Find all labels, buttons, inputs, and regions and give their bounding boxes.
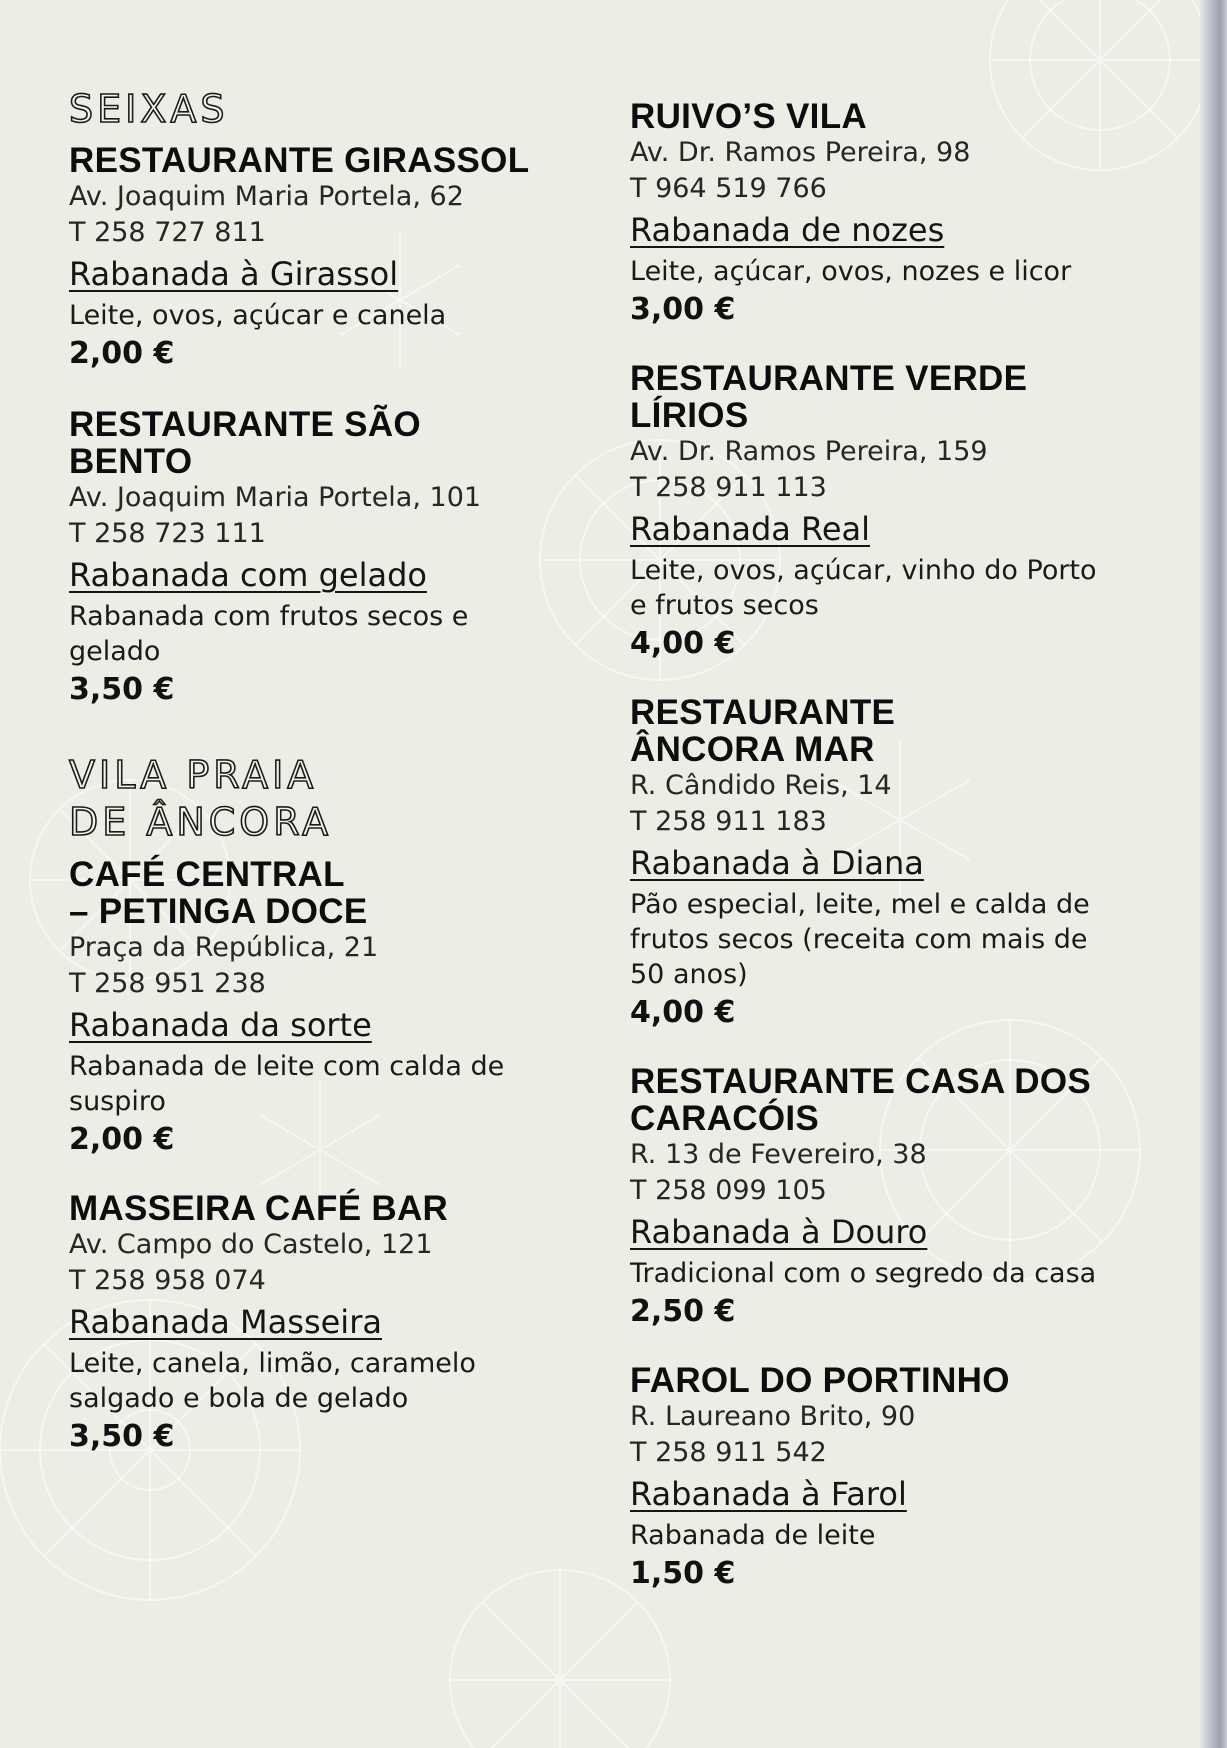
dish-price: 3,00 € <box>630 292 736 327</box>
restaurant-entry <box>69 142 589 374</box>
dish-description: Rabanada de leite com calda de suspiro <box>69 1051 505 1117</box>
dish-description: Tradicional com o segredo da casa <box>630 1258 1097 1289</box>
dish-name: Rabanada Masseira <box>69 1303 382 1341</box>
dish-name: Rabanada à Diana <box>630 844 924 882</box>
restaurant-name: RESTAURANTE CASA DOS CARACÓIS <box>630 1062 1092 1138</box>
right-column <box>630 98 1150 1594</box>
dish-name: Rabanada à Girassol <box>69 255 399 293</box>
dish-description: Rabanada com frutos secos e gelado <box>69 601 469 667</box>
left-column <box>69 86 589 1457</box>
restaurant-phone: T 258 727 811 <box>69 217 266 248</box>
dish-name: Rabanada de nozes <box>630 211 945 249</box>
dish-price: 2,00 € <box>69 1122 175 1157</box>
dish-price: 2,00 € <box>69 336 175 371</box>
restaurant-phone: T 964 519 766 <box>630 173 827 204</box>
restaurant-phone: T 258 951 238 <box>69 968 266 999</box>
restaurant-name: RESTAURANTE ÂNCORA MAR <box>630 693 896 769</box>
restaurant-address: R. 13 de Fevereiro, 38 <box>630 1139 927 1170</box>
restaurant-entry <box>630 694 1150 1033</box>
restaurant-entry <box>69 856 589 1160</box>
restaurant-phone: T 258 723 111 <box>69 518 266 549</box>
dish-price: 2,50 € <box>630 1294 736 1329</box>
restaurant-phone: T 258 099 105 <box>630 1175 827 1206</box>
restaurant-name: CAFÉ CENTRAL – PETINGA DOCE <box>69 855 368 931</box>
section-title-vila-praia-de-ancora: VILA PRAIA DE ÂNCORA <box>69 753 333 844</box>
restaurant-phone: T 258 911 183 <box>630 806 827 837</box>
restaurant-name: MASSEIRA CAFÉ BAR <box>69 1189 449 1228</box>
restaurant-address: R. Cândido Reis, 14 <box>630 770 892 801</box>
dish-description: Leite, ovos, açúcar e canela <box>69 300 447 331</box>
dish-price: 3,50 € <box>69 672 175 707</box>
restaurant-name: RESTAURANTE VERDE LÍRIOS <box>630 359 1028 435</box>
restaurant-address: R. Laureano Brito, 90 <box>630 1401 916 1432</box>
dish-name: Rabanada à Douro <box>630 1213 928 1251</box>
dish-description: Leite, canela, limão, caramelo salgado e bola de gelado <box>69 1348 476 1414</box>
page-spine-shadow <box>1200 0 1227 1748</box>
dish-description: Leite, açúcar, ovos, nozes e licor <box>630 256 1072 287</box>
restaurant-phone: T 258 958 074 <box>69 1265 266 1296</box>
restaurant-name: RUIVO’S VILA <box>630 97 867 136</box>
restaurant-address: Av. Dr. Ramos Pereira, 159 <box>630 436 988 467</box>
restaurant-address: Av. Dr. Ramos Pereira, 98 <box>630 137 971 168</box>
restaurant-entry <box>630 360 1150 664</box>
restaurant-entry <box>69 1190 589 1457</box>
dish-name: Rabanada Real <box>630 510 871 548</box>
dish-description: Rabanada de leite <box>630 1520 876 1551</box>
dish-name: Rabanada com gelado <box>69 556 427 594</box>
dish-name: Rabanada da sorte <box>69 1006 372 1044</box>
restaurant-name: RESTAURANTE SÃO BENTO <box>69 405 421 481</box>
restaurant-name: RESTAURANTE GIRASSOL <box>69 141 530 180</box>
restaurant-entry <box>630 1362 1150 1594</box>
dish-price: 3,50 € <box>69 1419 175 1454</box>
restaurant-address: Av. Joaquim Maria Portela, 101 <box>69 482 482 513</box>
restaurant-phone: T 258 911 113 <box>630 472 827 503</box>
restaurant-entry <box>630 1063 1150 1332</box>
restaurant-address: Av. Joaquim Maria Portela, 62 <box>69 181 464 212</box>
restaurant-name: FAROL DO PORTINHO <box>630 1361 1010 1400</box>
restaurant-entry <box>630 98 1150 330</box>
restaurant-phone: T 258 911 542 <box>630 1437 827 1468</box>
dish-price: 1,50 € <box>630 1556 736 1591</box>
restaurant-address: Praça da República, 21 <box>69 932 379 963</box>
dish-price: 4,00 € <box>630 626 736 661</box>
dish-price: 4,00 € <box>630 995 736 1030</box>
restaurant-entry <box>69 406 589 710</box>
dish-description: Pão especial, leite, mel e calda de frutos secos (receita com mais de 50 anos) <box>630 889 1090 990</box>
section-title-seixas: SEIXAS <box>69 87 229 131</box>
dish-description: Leite, ovos, açúcar, vinho do Porto e frutos secos <box>630 555 1097 621</box>
restaurant-address: Av. Campo do Castelo, 121 <box>69 1229 433 1260</box>
dish-name: Rabanada à Farol <box>630 1475 907 1513</box>
